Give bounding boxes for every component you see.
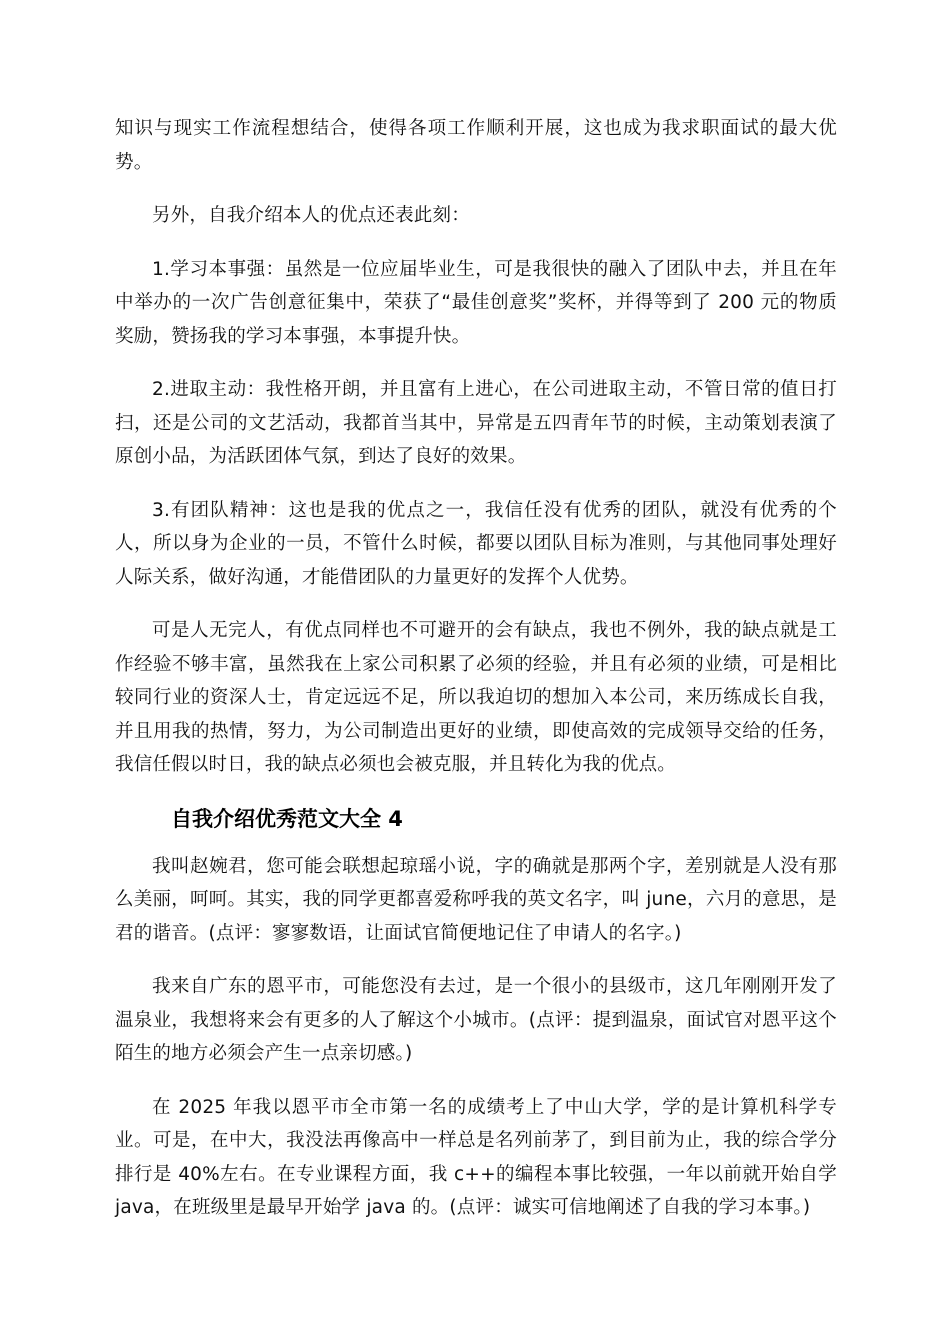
paragraph-strength-learning: 1.学习本事强：虽然是一位应届毕业生，可是我很快的融入了团队中去，并且在年中举办的一次广告创意征集中，荣获了“最佳创意奖”奖杯，并得等到了 200 元的物质奖励，赞扬我的学习本事强，本事提升快。 <box>115 258 837 347</box>
paragraph-strength-initiative: 2.进取主动：我性格开朗，并且富有上进心，在公司进取主动，不管日常的值日打扫，还是公司的文艺活动，我都首当其中，异常是五四青年节的时候，主动策划表演了原创小品，为活跃团体气氛，到达了良好的效果。 <box>115 379 837 467</box>
paragraph-strength-teamwork: 3.有团队精神：这也是我的优点之一，我信任没有优秀的团队，就没有优秀的个人，所以身为企业的一员，不管什么时候，都要以团队目标为准则，与其他同事处理好人际关系，做好沟通，才能借团队的力量更好的发挥个人优势。 <box>115 499 837 588</box>
paragraph-hometown: 我来自广东的恩平市，可能您没有去过，是一个很小的县级市，这几年刚刚开发了温泉业，我想将来会有更多的人了解这个小城市。(点评：提到温泉，面试官对恩平这个陌生的地方必须会产生一点亲切感。) <box>115 976 837 1064</box>
paragraph-name-intro: 我叫赵婉君，您可能会联想起琼瑶小说，字的确就是那两个字，差别就是人没有那么美丽，呵呵。其实，我的同学更都喜爱称呼我的英文名字，叫 june，六月的意思，是君的谐音。(点评：寥寥数语，让面试官简便地记住了申请人的名字。) <box>115 855 837 944</box>
paragraph-education: 在 2025 年我以恩平市全市第一名的成绩考上了中山大学，学的是计算机科学专业。可是，在中大，我没法再像高中一样总是名列前茅了，到目前为止，我的综合学分排行是 40%左右。在专业课程方面，我 c++的编程本事比较强，一年以前就开始自学 java，在班级里是最早开始学 java 的。(点评：诚实可信地阐述了自我的学习本事。) <box>115 1096 837 1218</box>
paragraph-intro-strengths: 另外，自我介绍本人的优点还表此刻： <box>152 205 470 226</box>
document-body <box>115 112 837 1245</box>
section-heading: 自我介绍优秀范文大全 4 <box>171 806 403 831</box>
paragraph-continuation: 知识与现实工作流程想结合，使得各项工作顺利开展，这也成为我求职面试的最大优势。 <box>115 118 837 173</box>
paragraph-weakness: 可是人无完人，有优点同样也不可避开的会有缺点，我也不例外，我的缺点就是工作经验不够丰富，虽然我在上家公司积累了必须的经验，并且有必须的业绩，可是相比较同行业的资深人士，肯定远远不足，所以我迫切的想加入本公司，来历练成长自我，并且用我的热情，努力，为公司制造出更好的业绩，即使高效的完成领导交给的任务，我信任假以时日，我的缺点必须也会被克服，并且转化为我的优点。 <box>115 620 837 775</box>
